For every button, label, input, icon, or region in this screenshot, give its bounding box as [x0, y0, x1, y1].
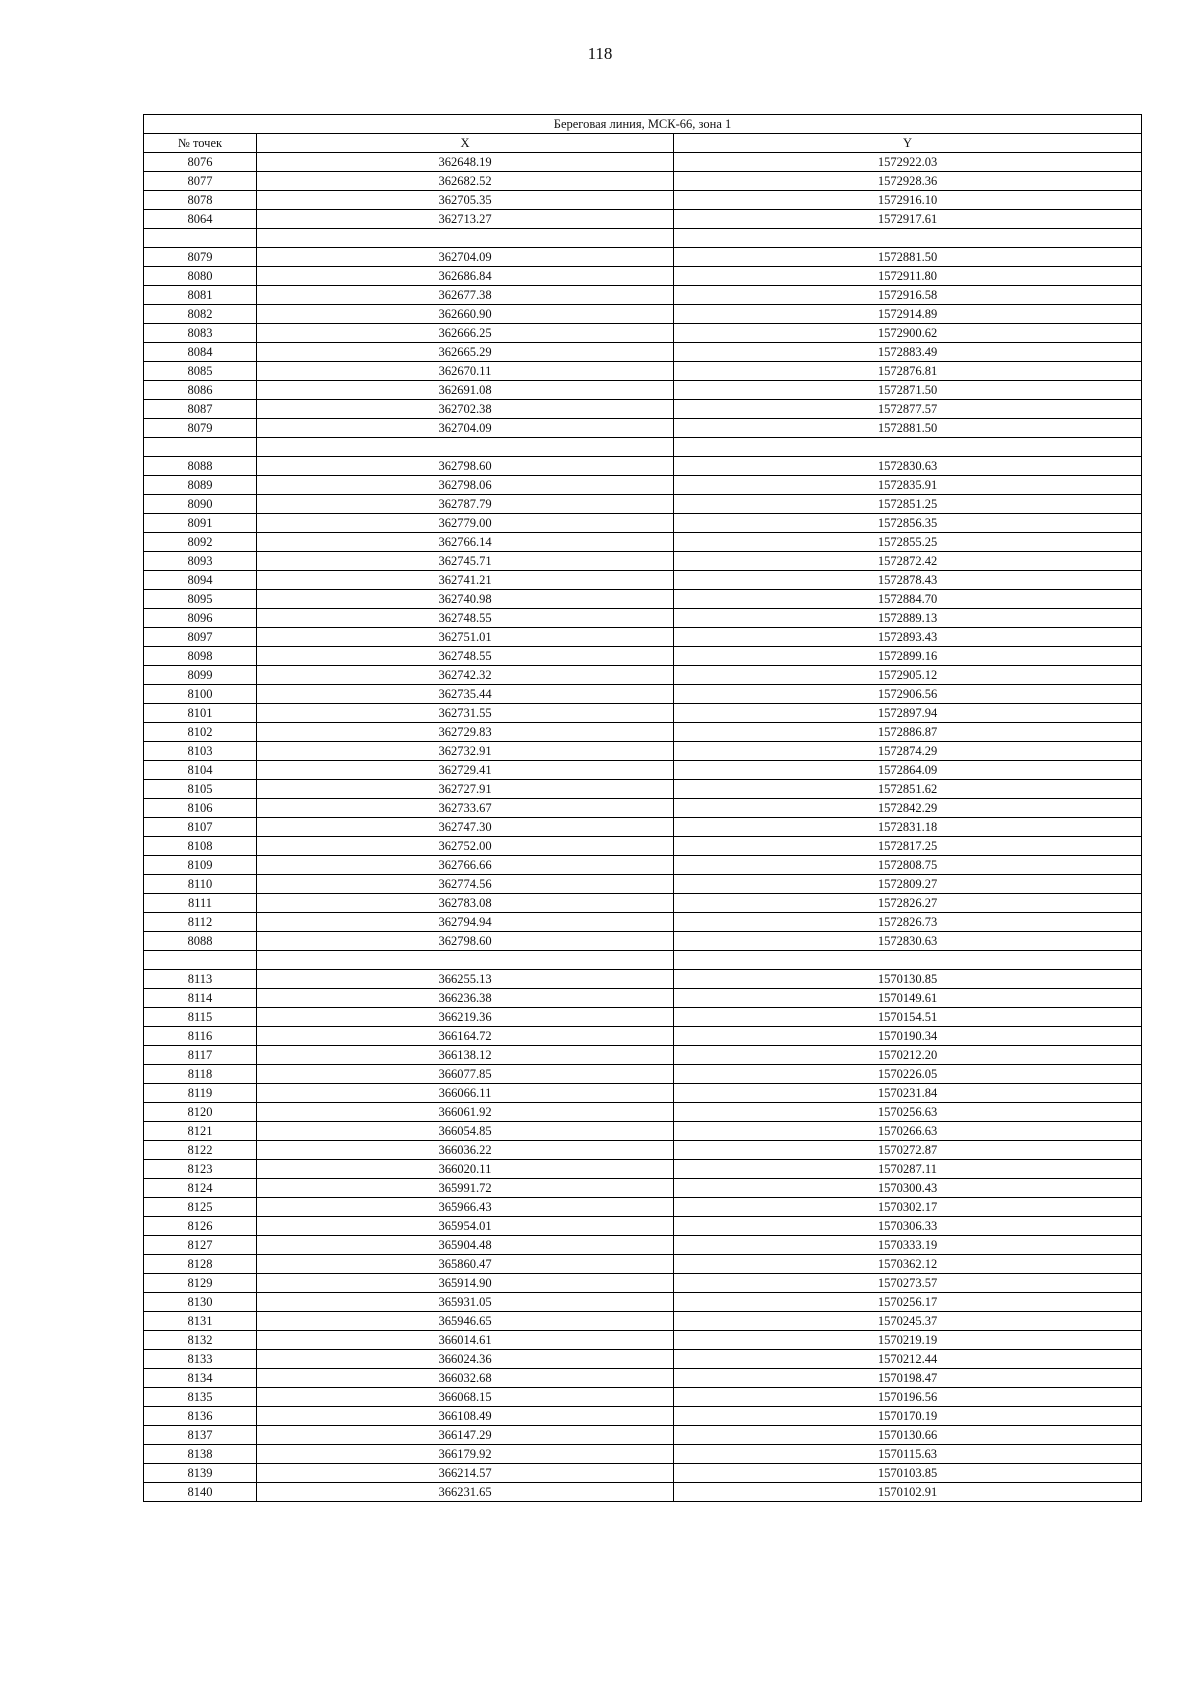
- y-cell: 1570231.84: [674, 1084, 1142, 1103]
- table-row: [144, 1008, 1142, 1027]
- point-number-cell: 8115: [144, 1008, 257, 1027]
- table-row: [144, 362, 1142, 381]
- x-cell: 365946.65: [257, 1312, 674, 1331]
- table-row: [144, 229, 1142, 248]
- table-row: [144, 1293, 1142, 1312]
- y-cell: 1572883.49: [674, 343, 1142, 362]
- point-number-cell: 8128: [144, 1255, 257, 1274]
- x-cell: 366077.85: [257, 1065, 674, 1084]
- table-row: [144, 267, 1142, 286]
- table-row: [144, 628, 1142, 647]
- x-cell: 362691.08: [257, 381, 674, 400]
- x-cell: 362774.56: [257, 875, 674, 894]
- point-number-cell: 8096: [144, 609, 257, 628]
- y-cell: 1570256.63: [674, 1103, 1142, 1122]
- x-cell: 365904.48: [257, 1236, 674, 1255]
- point-number-cell: 8101: [144, 704, 257, 723]
- table-row: [144, 647, 1142, 666]
- table-row: [144, 248, 1142, 267]
- point-number-cell: 8088: [144, 457, 257, 476]
- x-cell: 362732.91: [257, 742, 674, 761]
- table-row: [144, 1084, 1142, 1103]
- x-cell: 366066.11: [257, 1084, 674, 1103]
- x-cell: 366036.22: [257, 1141, 674, 1160]
- y-cell: 1570154.51: [674, 1008, 1142, 1027]
- y-cell: 1572884.70: [674, 590, 1142, 609]
- x-cell: 362705.35: [257, 191, 674, 210]
- x-cell: 362677.38: [257, 286, 674, 305]
- table-row: [144, 1217, 1142, 1236]
- x-cell: 362735.44: [257, 685, 674, 704]
- table-row: [144, 1464, 1142, 1483]
- table-row: [144, 818, 1142, 837]
- y-cell: 1572872.42: [674, 552, 1142, 571]
- point-number-cell: 8131: [144, 1312, 257, 1331]
- point-number-cell: 8113: [144, 970, 257, 989]
- y-cell: 1570115.63: [674, 1445, 1142, 1464]
- table-title-row: [144, 115, 1142, 134]
- point-number-cell: 8095: [144, 590, 257, 609]
- table-row: [144, 666, 1142, 685]
- y-cell: 1570362.12: [674, 1255, 1142, 1274]
- y-cell: 1572831.18: [674, 818, 1142, 837]
- y-cell: 1572864.09: [674, 761, 1142, 780]
- point-number-cell: 8129: [144, 1274, 257, 1293]
- point-number-cell: 8133: [144, 1350, 257, 1369]
- table-row: [144, 704, 1142, 723]
- y-cell: 1572842.29: [674, 799, 1142, 818]
- x-cell: 366236.38: [257, 989, 674, 1008]
- point-number-cell: 8105: [144, 780, 257, 799]
- y-cell: 1570190.34: [674, 1027, 1142, 1046]
- table-row: [144, 780, 1142, 799]
- table-row: [144, 457, 1142, 476]
- table-row: [144, 1141, 1142, 1160]
- x-cell: 365931.05: [257, 1293, 674, 1312]
- y-cell: 1572826.27: [674, 894, 1142, 913]
- point-number-cell: 8111: [144, 894, 257, 913]
- table-row: [144, 989, 1142, 1008]
- x-cell: 362752.00: [257, 837, 674, 856]
- point-number-cell: [144, 951, 257, 970]
- x-cell: 362704.09: [257, 248, 674, 267]
- x-cell: 366032.68: [257, 1369, 674, 1388]
- x-cell: 362670.11: [257, 362, 674, 381]
- y-cell: 1570196.56: [674, 1388, 1142, 1407]
- header-y: Y: [674, 134, 1142, 153]
- y-cell: 1572906.56: [674, 685, 1142, 704]
- y-cell: 1570272.87: [674, 1141, 1142, 1160]
- table-row: [144, 609, 1142, 628]
- table-row: [144, 1122, 1142, 1141]
- table-row: [144, 1065, 1142, 1084]
- y-cell: 1570256.17: [674, 1293, 1142, 1312]
- table-row: [144, 191, 1142, 210]
- point-number-cell: 8121: [144, 1122, 257, 1141]
- table-row: [144, 172, 1142, 191]
- point-number-cell: 8092: [144, 533, 257, 552]
- point-number-cell: 8079: [144, 248, 257, 267]
- y-cell: 1572830.63: [674, 457, 1142, 476]
- point-number-cell: 8117: [144, 1046, 257, 1065]
- table-row: [144, 1046, 1142, 1065]
- y-cell: 1572876.81: [674, 362, 1142, 381]
- table-row: [144, 1179, 1142, 1198]
- y-cell: 1570149.61: [674, 989, 1142, 1008]
- y-cell: 1570103.85: [674, 1464, 1142, 1483]
- point-number-cell: 8100: [144, 685, 257, 704]
- x-cell: 365914.90: [257, 1274, 674, 1293]
- point-number-cell: 8078: [144, 191, 257, 210]
- y-cell: 1572817.25: [674, 837, 1142, 856]
- x-cell: 366061.92: [257, 1103, 674, 1122]
- point-number-cell: 8107: [144, 818, 257, 837]
- x-cell: 362733.67: [257, 799, 674, 818]
- x-cell: 362783.08: [257, 894, 674, 913]
- y-cell: 1570130.85: [674, 970, 1142, 989]
- y-cell: [674, 438, 1142, 457]
- x-cell: 362741.21: [257, 571, 674, 590]
- y-cell: 1572911.80: [674, 267, 1142, 286]
- y-cell: 1572878.43: [674, 571, 1142, 590]
- x-cell: 365954.01: [257, 1217, 674, 1236]
- x-cell: 362704.09: [257, 419, 674, 438]
- point-number-cell: [144, 438, 257, 457]
- x-cell: 366054.85: [257, 1122, 674, 1141]
- point-number-cell: 8136: [144, 1407, 257, 1426]
- table-row: [144, 1445, 1142, 1464]
- x-cell: 366255.13: [257, 970, 674, 989]
- y-cell: 1572916.10: [674, 191, 1142, 210]
- y-cell: 1572877.57: [674, 400, 1142, 419]
- point-number-cell: 8099: [144, 666, 257, 685]
- point-number-cell: 8114: [144, 989, 257, 1008]
- x-cell: 362798.60: [257, 932, 674, 951]
- x-cell: 362660.90: [257, 305, 674, 324]
- x-cell: 362766.66: [257, 856, 674, 875]
- point-number-cell: 8086: [144, 381, 257, 400]
- y-cell: 1570170.19: [674, 1407, 1142, 1426]
- y-cell: 1570273.57: [674, 1274, 1142, 1293]
- y-cell: 1572874.29: [674, 742, 1142, 761]
- point-number-cell: 8103: [144, 742, 257, 761]
- point-number-cell: 8079: [144, 419, 257, 438]
- point-number-cell: 8106: [144, 799, 257, 818]
- point-number-cell: 8123: [144, 1160, 257, 1179]
- x-cell: 362798.06: [257, 476, 674, 495]
- table-row: [144, 590, 1142, 609]
- y-cell: 1572808.75: [674, 856, 1142, 875]
- x-cell: 366214.57: [257, 1464, 674, 1483]
- x-cell: 366014.61: [257, 1331, 674, 1350]
- table-row: [144, 1103, 1142, 1122]
- point-number-cell: 8139: [144, 1464, 257, 1483]
- table-row: [144, 1426, 1142, 1445]
- y-cell: [674, 229, 1142, 248]
- y-cell: 1570306.33: [674, 1217, 1142, 1236]
- page-number: 118: [587, 44, 613, 63]
- table-row: [144, 761, 1142, 780]
- table-row: [144, 533, 1142, 552]
- point-number-cell: 8098: [144, 647, 257, 666]
- table-row: [144, 571, 1142, 590]
- point-number-cell: 8087: [144, 400, 257, 419]
- x-cell: 362713.27: [257, 210, 674, 229]
- x-cell: 362748.55: [257, 609, 674, 628]
- point-number-cell: 8120: [144, 1103, 257, 1122]
- y-cell: 1572830.63: [674, 932, 1142, 951]
- point-number-cell: 8085: [144, 362, 257, 381]
- point-number-cell: 8081: [144, 286, 257, 305]
- table-row: [144, 400, 1142, 419]
- y-cell: 1572881.50: [674, 419, 1142, 438]
- table-row: [144, 153, 1142, 172]
- y-cell: [674, 951, 1142, 970]
- table-row: [144, 286, 1142, 305]
- point-number-cell: 8082: [144, 305, 257, 324]
- table-row: [144, 913, 1142, 932]
- table-row: [144, 685, 1142, 704]
- table-row: [144, 1236, 1142, 1255]
- point-number-cell: 8122: [144, 1141, 257, 1160]
- y-cell: 1570130.66: [674, 1426, 1142, 1445]
- y-cell: 1572855.25: [674, 533, 1142, 552]
- x-cell: [257, 229, 674, 248]
- point-number-cell: 8108: [144, 837, 257, 856]
- table-row: [144, 1255, 1142, 1274]
- y-cell: 1572914.89: [674, 305, 1142, 324]
- x-cell: 365991.72: [257, 1179, 674, 1198]
- table-row: [144, 1027, 1142, 1046]
- x-cell: 366231.65: [257, 1483, 674, 1502]
- x-cell: 366020.11: [257, 1160, 674, 1179]
- point-number-cell: 8094: [144, 571, 257, 590]
- y-cell: 1572826.73: [674, 913, 1142, 932]
- x-cell: 362740.98: [257, 590, 674, 609]
- table-row: [144, 1274, 1142, 1293]
- table-row: [144, 495, 1142, 514]
- point-number-cell: 8104: [144, 761, 257, 780]
- table-body: [144, 153, 1142, 1502]
- y-cell: 1572886.87: [674, 723, 1142, 742]
- table-row: [144, 1312, 1142, 1331]
- y-cell: 1570226.05: [674, 1065, 1142, 1084]
- point-number-cell: 8083: [144, 324, 257, 343]
- x-cell: 366024.36: [257, 1350, 674, 1369]
- table-row: [144, 419, 1142, 438]
- point-number-cell: 8138: [144, 1445, 257, 1464]
- point-number-cell: 8084: [144, 343, 257, 362]
- y-cell: 1572893.43: [674, 628, 1142, 647]
- table-row: [144, 1407, 1142, 1426]
- point-number-cell: 8112: [144, 913, 257, 932]
- table-row: [144, 723, 1142, 742]
- x-cell: 362766.14: [257, 533, 674, 552]
- x-cell: [257, 438, 674, 457]
- table-header-row: [144, 134, 1142, 153]
- x-cell: 362648.19: [257, 153, 674, 172]
- table-row: [144, 324, 1142, 343]
- point-number-cell: 8110: [144, 875, 257, 894]
- x-cell: 362745.71: [257, 552, 674, 571]
- x-cell: 362665.29: [257, 343, 674, 362]
- y-cell: 1572900.62: [674, 324, 1142, 343]
- point-number-cell: 8076: [144, 153, 257, 172]
- y-cell: 1572851.62: [674, 780, 1142, 799]
- x-cell: 362682.52: [257, 172, 674, 191]
- y-cell: 1570287.11: [674, 1160, 1142, 1179]
- point-number-cell: 8134: [144, 1369, 257, 1388]
- y-cell: 1572905.12: [674, 666, 1142, 685]
- point-number-cell: [144, 229, 257, 248]
- table-row: [144, 875, 1142, 894]
- header-x: X: [257, 134, 674, 153]
- x-cell: 362686.84: [257, 267, 674, 286]
- y-cell: 1572899.16: [674, 647, 1142, 666]
- point-number-cell: 8132: [144, 1331, 257, 1350]
- y-cell: 1572881.50: [674, 248, 1142, 267]
- table-row: [144, 1160, 1142, 1179]
- point-number-cell: 8119: [144, 1084, 257, 1103]
- y-cell: 1570212.20: [674, 1046, 1142, 1065]
- y-cell: 1570302.17: [674, 1198, 1142, 1217]
- x-cell: 366108.49: [257, 1407, 674, 1426]
- table-row: [144, 742, 1142, 761]
- x-cell: 362731.55: [257, 704, 674, 723]
- y-cell: 1570102.91: [674, 1483, 1142, 1502]
- x-cell: 362747.30: [257, 818, 674, 837]
- x-cell: 366147.29: [257, 1426, 674, 1445]
- y-cell: 1572856.35: [674, 514, 1142, 533]
- y-cell: 1572922.03: [674, 153, 1142, 172]
- y-cell: 1572809.27: [674, 875, 1142, 894]
- y-cell: 1572897.94: [674, 704, 1142, 723]
- point-number-cell: 8135: [144, 1388, 257, 1407]
- x-cell: 362727.91: [257, 780, 674, 799]
- point-number-cell: 8127: [144, 1236, 257, 1255]
- y-cell: 1570198.47: [674, 1369, 1142, 1388]
- y-cell: 1570245.37: [674, 1312, 1142, 1331]
- point-number-cell: 8090: [144, 495, 257, 514]
- point-number-cell: 8093: [144, 552, 257, 571]
- table-row: [144, 343, 1142, 362]
- table-row: [144, 1369, 1142, 1388]
- y-cell: 1570212.44: [674, 1350, 1142, 1369]
- table-row: [144, 476, 1142, 495]
- table-row: [144, 799, 1142, 818]
- x-cell: 362729.83: [257, 723, 674, 742]
- table-row: [144, 970, 1142, 989]
- point-number-cell: 8077: [144, 172, 257, 191]
- point-number-cell: 8102: [144, 723, 257, 742]
- table-row: [144, 837, 1142, 856]
- x-cell: 362779.00: [257, 514, 674, 533]
- coordinates-table: [143, 114, 1142, 1502]
- point-number-cell: 8097: [144, 628, 257, 647]
- x-cell: 365966.43: [257, 1198, 674, 1217]
- point-number-cell: 8130: [144, 1293, 257, 1312]
- table-row: [144, 1331, 1142, 1350]
- y-cell: 1570333.19: [674, 1236, 1142, 1255]
- x-cell: 366164.72: [257, 1027, 674, 1046]
- y-cell: 1572928.36: [674, 172, 1142, 191]
- y-cell: 1572916.58: [674, 286, 1142, 305]
- point-number-cell: 8116: [144, 1027, 257, 1046]
- x-cell: 362787.79: [257, 495, 674, 514]
- x-cell: 362702.38: [257, 400, 674, 419]
- point-number-cell: 8124: [144, 1179, 257, 1198]
- header-point-number: № точек: [144, 134, 257, 153]
- y-cell: 1570219.19: [674, 1331, 1142, 1350]
- x-cell: 362666.25: [257, 324, 674, 343]
- x-cell: 362751.01: [257, 628, 674, 647]
- point-number-cell: 8125: [144, 1198, 257, 1217]
- table-row: [144, 1388, 1142, 1407]
- x-cell: 366179.92: [257, 1445, 674, 1464]
- table-row: [144, 552, 1142, 571]
- x-cell: 362798.60: [257, 457, 674, 476]
- point-number-cell: 8137: [144, 1426, 257, 1445]
- table-row: [144, 210, 1142, 229]
- y-cell: 1570266.63: [674, 1122, 1142, 1141]
- y-cell: 1572917.61: [674, 210, 1142, 229]
- x-cell: 365860.47: [257, 1255, 674, 1274]
- x-cell: 362742.32: [257, 666, 674, 685]
- y-cell: 1572835.91: [674, 476, 1142, 495]
- x-cell: 362748.55: [257, 647, 674, 666]
- table-row: [144, 305, 1142, 324]
- y-cell: 1572889.13: [674, 609, 1142, 628]
- table-row: [144, 951, 1142, 970]
- point-number-cell: 8088: [144, 932, 257, 951]
- y-cell: 1572851.25: [674, 495, 1142, 514]
- table-row: [144, 856, 1142, 875]
- table-row: [144, 381, 1142, 400]
- point-number-cell: 8064: [144, 210, 257, 229]
- x-cell: 362729.41: [257, 761, 674, 780]
- x-cell: [257, 951, 674, 970]
- point-number-cell: 8091: [144, 514, 257, 533]
- point-number-cell: 8140: [144, 1483, 257, 1502]
- y-cell: 1570300.43: [674, 1179, 1142, 1198]
- point-number-cell: 8080: [144, 267, 257, 286]
- y-cell: 1572871.50: [674, 381, 1142, 400]
- table-row: [144, 438, 1142, 457]
- point-number-cell: 8126: [144, 1217, 257, 1236]
- x-cell: 366068.15: [257, 1388, 674, 1407]
- point-number-cell: 8089: [144, 476, 257, 495]
- table-row: [144, 514, 1142, 533]
- x-cell: 366219.36: [257, 1008, 674, 1027]
- table-row: [144, 894, 1142, 913]
- table-row: [144, 1350, 1142, 1369]
- x-cell: 366138.12: [257, 1046, 674, 1065]
- point-number-cell: 8109: [144, 856, 257, 875]
- table-row: [144, 1198, 1142, 1217]
- point-number-cell: 8118: [144, 1065, 257, 1084]
- x-cell: 362794.94: [257, 913, 674, 932]
- table-row: [144, 1483, 1142, 1502]
- table-title: Береговая линия, МСК-66, зона 1: [144, 115, 1142, 134]
- table-row: [144, 932, 1142, 951]
